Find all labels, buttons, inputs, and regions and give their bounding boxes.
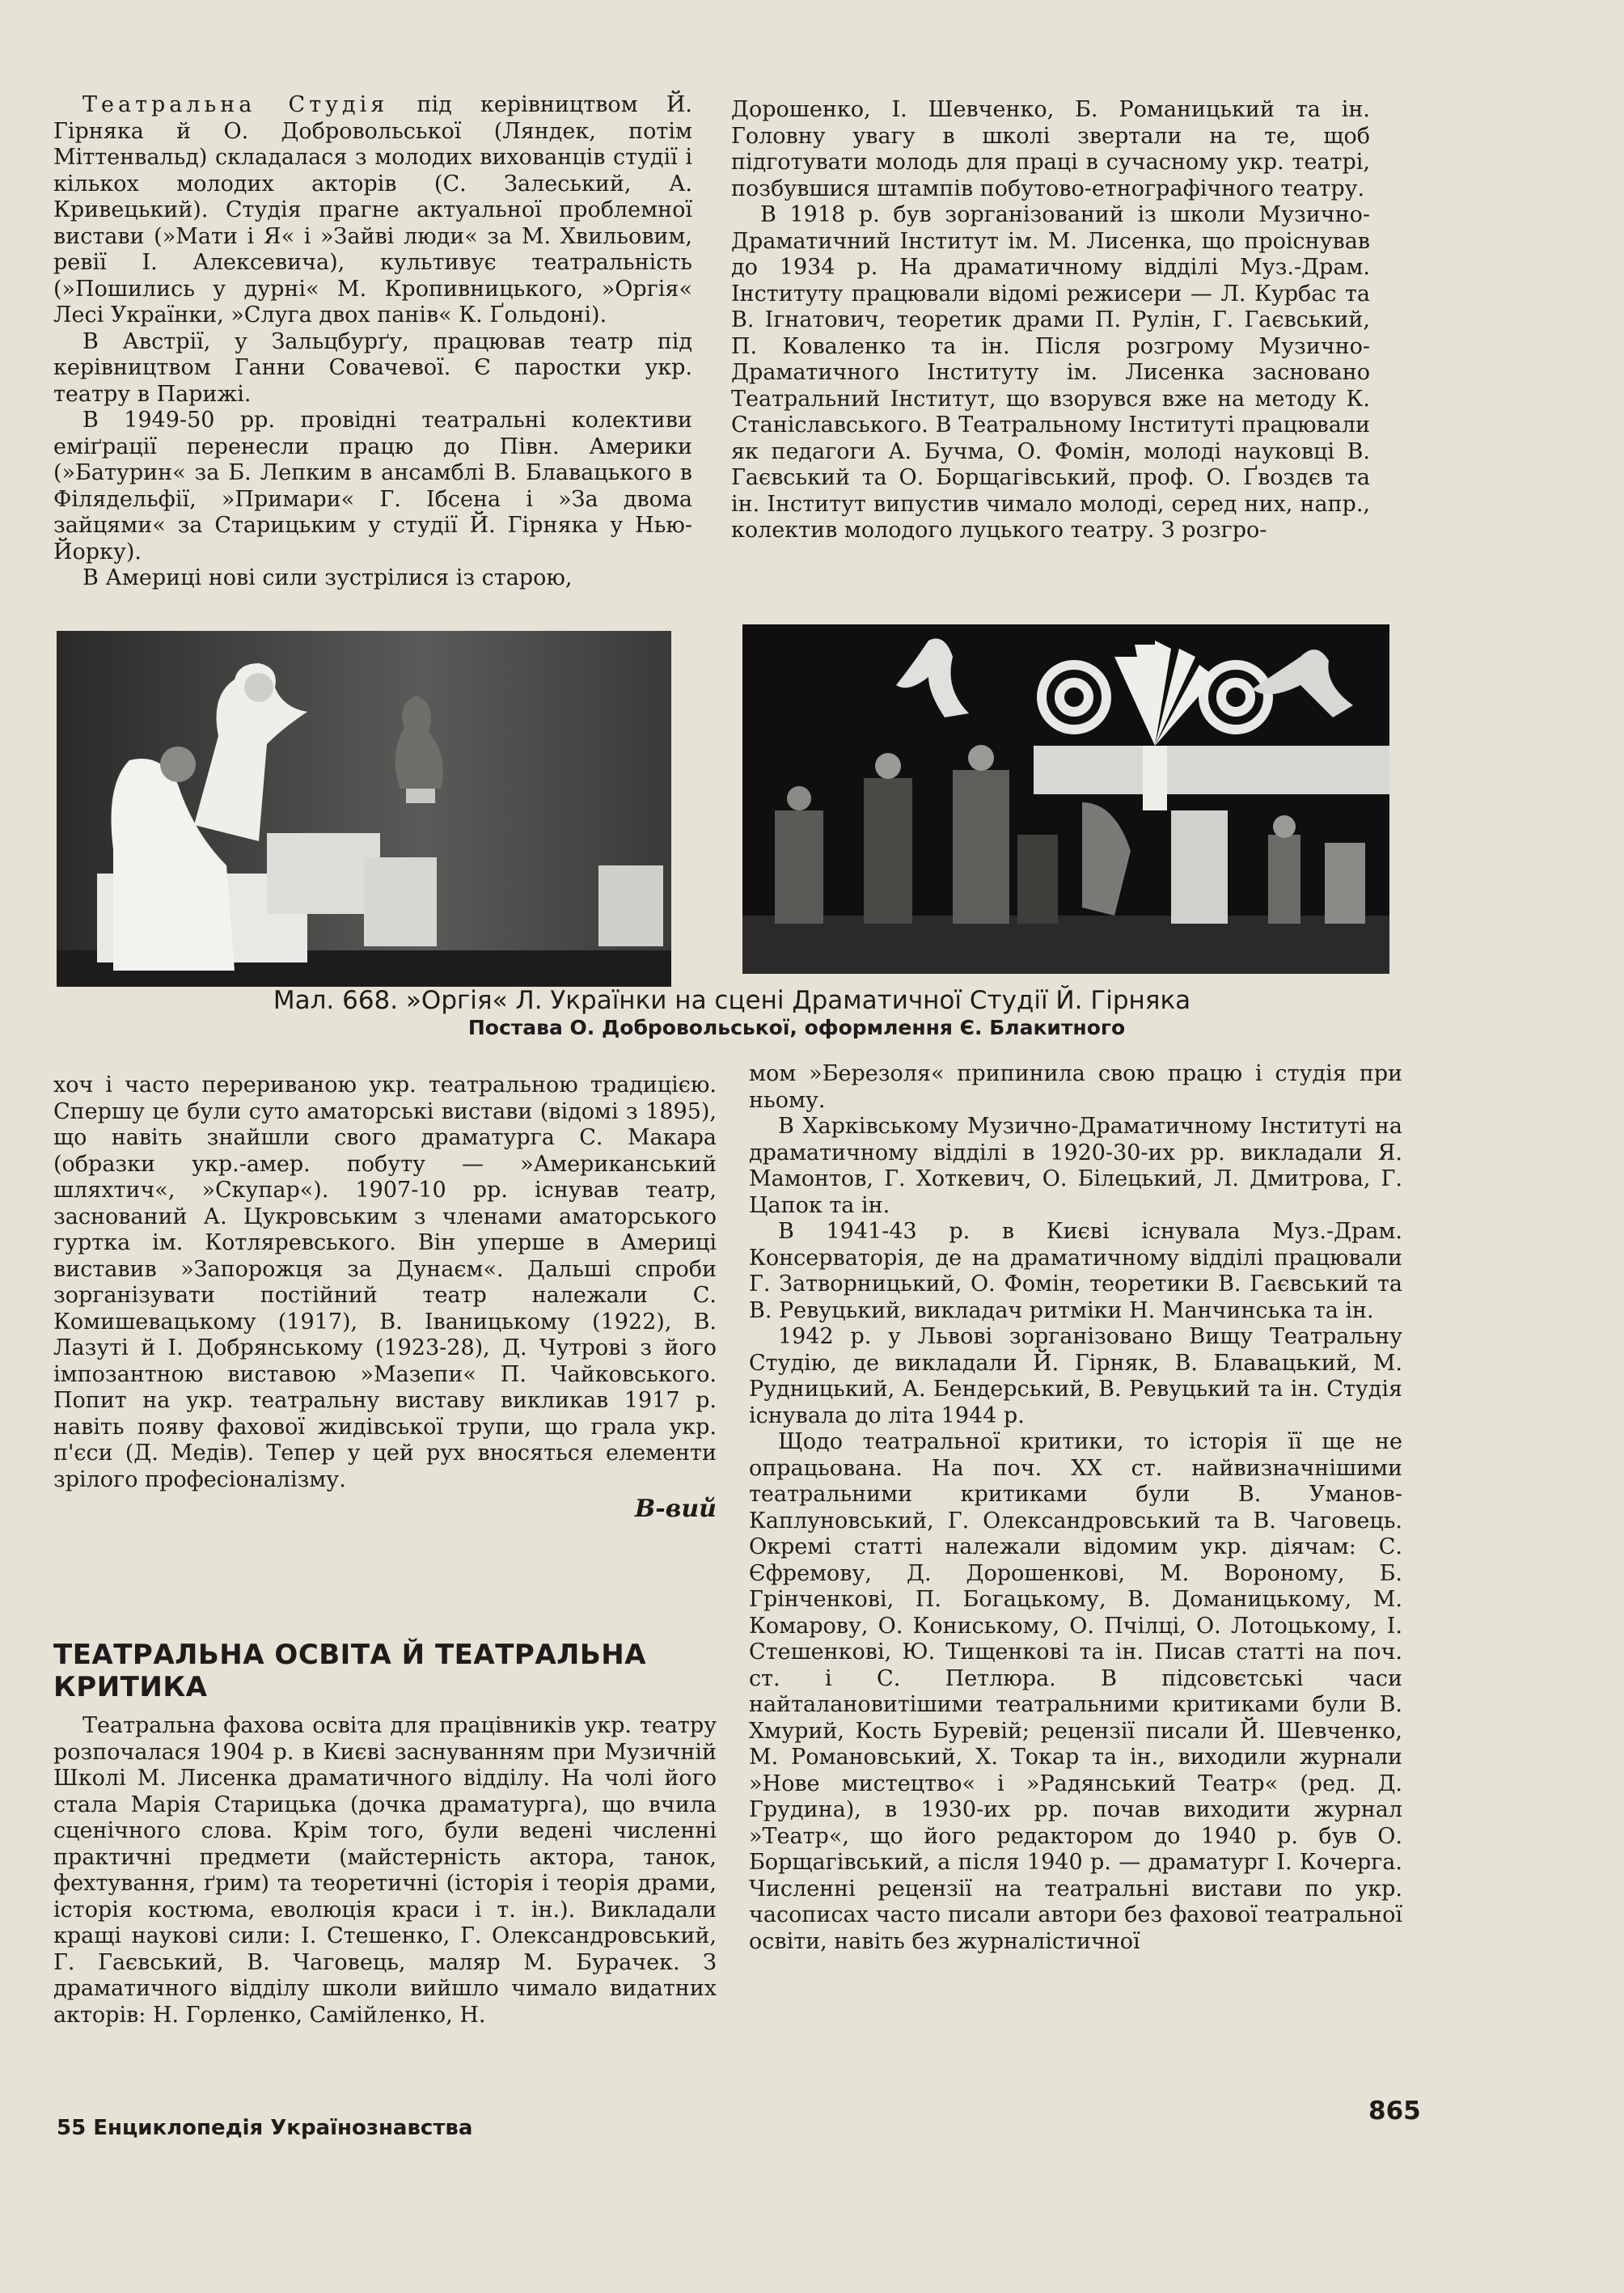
caption-title: Мал. 668. »Оргія« Л. Українки на сцені Драматичної Студії Й. Гірняка <box>273 986 1191 1015</box>
theatre-photo-left <box>57 631 671 987</box>
paragraph-text: під керівництвом Й. Гірняка й О. Добровольської (Ляндек, потім Міттенвальд) складалася з молодих вихованців студії і кількох молодих акторів (С. Залеський, А. Кривецький). Студія прагне актуальної проблемної вистави (»Мати і Я« і »Зайві люди« за М. Хвильовим, ревії І. Алексевича), культивує театральність (»Пошились у дурні« М. Кропивницького, »Оргія« Лесі Українки, »Слуга двох панів« К. Ґольдоні). <box>53 92 692 328</box>
paragraph <box>53 92 692 329</box>
bottom-left-column <box>53 1072 717 1523</box>
paragraph: хоч і часто перериваною укр. театральною традицією. Спершу це були суто аматорські вистави (відомі з 1895), що навіть знайшли свого драматурга С. Макара (образки укр.-амер. побуту — »Американський шляхтич«, »Скупар«). 1907-10 рр. існував театр, заснований А. Цукровським з членами аматорського гуртка ім. Котляревського. Він уперше в Америці виставив »Запорожця за Дунаєм«. Дальші спроби зорганізувати постійний театр належали С. Комишевацькому (1917), В. Іваницькому (1922), В. Лазуті й І. Добрянському (1923-28), Д. Чутрові з його імпозантною виставою »Мазепи« П. Чайковського. Попит на укр. театральну виставу викликав 1917 р. навіть появу фахової жидівської трупи, що грала укр. п'єси (Д. Медів). Тепер у цей рух вносяться елементи зрілого професіоналізму. <box>53 1072 717 1492</box>
paragraph: мом »Березоля« припинила свою працю і студія при ньому. <box>749 1061 1402 1113</box>
paragraph: 1942 р. у Львові зорганізовано Вищу Театральну Студію, де викладали Й. Гірняк, В. Блавацький, М. Рудницький, А. Бендерський, В. Ревуцький та ін. Студія існувала до літа 1944 р. <box>749 1324 1402 1428</box>
paragraph: Дорошенко, І. Шевченко, Б. Романицький та ін. Головну увагу в школі звертали на те, щоб підготувати молодь для праці в сучасному укр. театрі, позбувшися штампів побутово-етнографічного театру. <box>731 97 1370 201</box>
paragraph: В 1949-50 рр. провідні театральні колективи еміґрації перенесли працю до Півн. Америки (»Батурин« за Б. Лепким в ансамблі В. Блавацького в Філядельфії, »Примари« Г. Ібсена і »За двома зайцями« за Старицьким у студії Й. Гірняка у Нью-Йорку). <box>53 408 692 565</box>
top-right-column <box>731 97 1370 544</box>
bottom-left-section-column <box>53 1713 717 2029</box>
caption-credits: Постава О. Добровольської, оформлення Є. Блакитного <box>467 1016 1126 1039</box>
author-signature: В-вий <box>634 1495 717 1523</box>
paragraph-lead: Театральна Студія <box>82 92 389 117</box>
bottom-right-column <box>749 1061 1402 1955</box>
paragraph: В 1941-43 р. в Києві існувала Муз.-Драм. Консерваторія, де на драматичному відділі працювали Г. Затворницький, О. Фомін, теоретики В. Гаєвський та В. Ревуцький, викладач ритміки Н. Манчинська та ін. <box>749 1219 1402 1323</box>
top-left-column <box>53 92 692 592</box>
figure-caption <box>49 985 1415 1040</box>
paragraph: В Харківському Музично-Драматичному Інституті на драматичному відділі в 1920-30-их рр. викладали Я. Мамонтов, Г. Хоткевич, О. Білецький, Л. Дмитрова, Г. Цапок та ін. <box>749 1114 1402 1218</box>
paragraph: В Австрії, у Зальцбурґу, працював театр під керівництвом Ганни Совачевої. Є паростки укр. театру в Парижі. <box>53 328 692 407</box>
section-heading: ТЕАТРАЛЬНА ОСВІТА Й ТЕАТРАЛЬНА КРИТИКА <box>53 1639 647 1703</box>
page-number: 865 <box>1368 2096 1421 2126</box>
paragraph: Театральна фахова освіта для працівників укр. театру розпочалася 1904 р. в Києві заснуванням при Музичній Школі М. Лисенка драматичного відділу. На чолі його стала Марія Старицька (дочка драматурга), що вчила сценічного слова. Крім того, були ведені численні практичні предмети (майстерність актора, танок, фехтування, ґрим) та теоретичні (історія і теорія драми, історія костюма, еволюція краси і т. ін.). Викладали кращі наукові сили: І. Стешенко, Г. Олександровський, Г. Гаєвський, В. Чаговець, маляр М. Бурачек. З драматичного відділу школи вийшло чимало видатних акторів: Н. Горленко, Самійленко, Н. <box>53 1713 717 2028</box>
paragraph: Щодо театральної критики, то історія її ще не опрацьована. На поч. XX ст. найвизначнішими театральними критиками були В. Уманов-Каплуновський, Г. Олександровський та В. Чаговець. Окремі статті належали відомим укр. діячам: С. Єфремову, Д. Дорошенкові, М. Вороному, Б. Грінченкові, П. Богацькому, В. Доманицькому, М. Комарову, О. Кониському, О. Пчілці, О. Лотоцькому, І. Стешенкові, Ю. Тищенкові та ін. Писав статті на поч. ст. і С. Петлюра. В підсовєтські часи найталановитішими театральними критиками були В. Хмурий, Кость Буревій; рецензії писали Й. Шевченко, М. Романовський, Х. Токар та ін., виходили журнали »Нове мистецтво« і »Радянський Театр« (ред. Д. Грудина), в 1930-их рр. почав виходити журнал »Театр«, що його редактором до 1940 р. був О. Борщагівський, а після 1940 р. — драматург І. Кочерга. Численні рецензії на театральні вистави по укр. часописах часто писали автори без фахової театральної освіти, навіть без журналістичної <box>749 1429 1402 1954</box>
theatre-photo-right <box>742 624 1389 974</box>
footer-signature-mark: 55 Енциклопедія Українознавства <box>57 2116 473 2140</box>
stage-scene-image <box>742 624 1389 974</box>
paragraph: В Америці нові сили зустрілися із старою, <box>82 565 573 590</box>
stage-scene-image <box>57 631 671 987</box>
paragraph: В 1918 р. був зорганізований із школи Музично-Драматичний Інститут ім. М. Лисенка, що проіснував до 1934 р. На драматичному відділі Муз.-Драм. Інституту працювали відомі режисери — Л. Курбас та В. Ігнатович, теоретик драми П. Рулін, Г. Гаєвський, П. Коваленко та ін. Після розгрому Музично-Драматичного Інституту ім. Лисенка засновано Театральний Інститут, що взорувся вже на методу К. Станіславського. В Театральному Інституті працювали як педагоги А. Бучма, О. Фомін, молоді науковці В. Гаєвський та О. Борщагівський, проф. О. Ґвоздєв та ін. Інститут випустив чимало молоді, серед них, напр., колектив молодого луцького театру. З розгро- <box>731 202 1370 543</box>
